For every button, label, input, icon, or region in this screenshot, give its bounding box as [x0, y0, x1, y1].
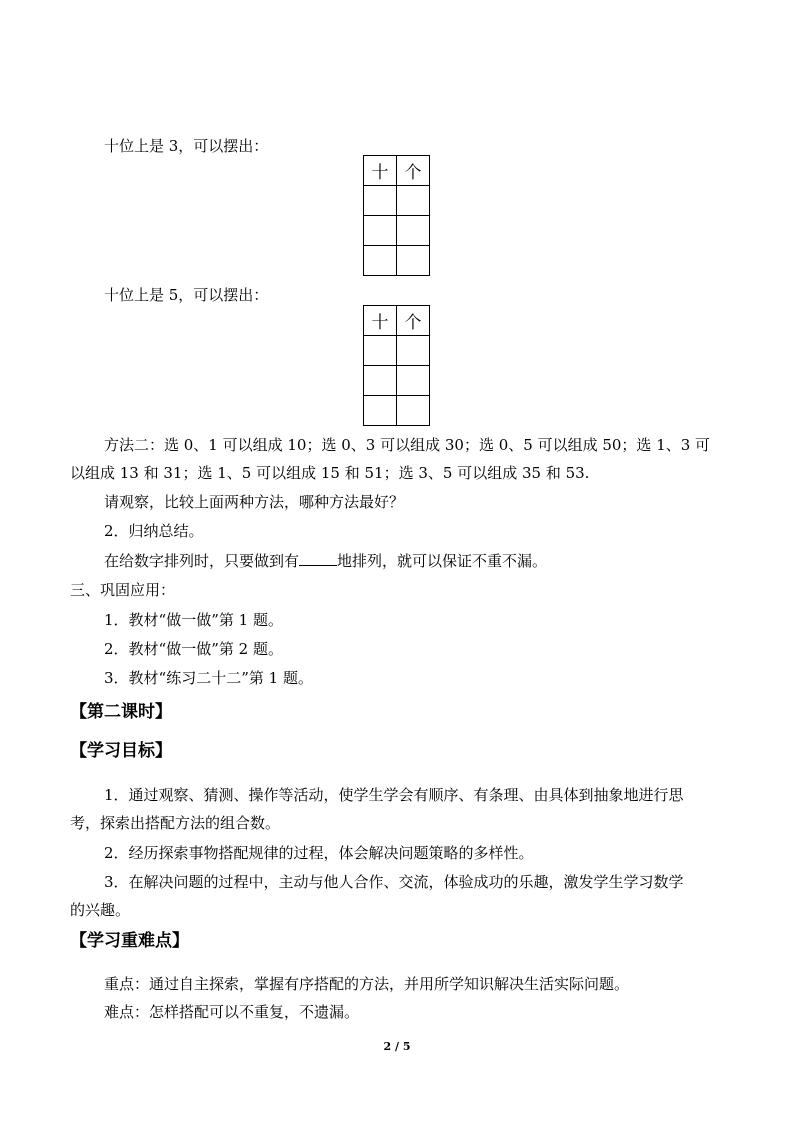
cell — [397, 186, 430, 216]
header-tens: 十 — [364, 306, 397, 336]
cell — [364, 336, 397, 366]
exercise-2: 2．教材“做一做”第 2 题。 — [104, 640, 283, 658]
goal-1-line-2: 考，探索出搭配方法的组合数。 — [70, 814, 281, 832]
header-ones: 个 — [397, 306, 430, 336]
cell — [397, 216, 430, 246]
text-observe: 请观察，比较上面两种方法，哪种方法最好？ — [104, 493, 405, 511]
cell — [397, 396, 430, 426]
text-method-2-line-1: 方法二：选 0、1 可以组成 10；选 0、3 可以组成 30；选 0、5 可以组成 50；选 1、3 可 — [104, 436, 711, 454]
section-3-title: 三、巩固应用： — [70, 581, 176, 599]
goal-3-line-2: 的兴趣。 — [70, 901, 131, 919]
cell — [364, 396, 397, 426]
text-method-2-line-2: 以组成 13 和 31；选 1、5 可以组成 15 和 51；选 3、5 可以组成 35 和 53. — [70, 464, 590, 482]
text-rule-post: 地排列，就可以保证不重不漏。 — [337, 552, 548, 570]
text-tens-3: 十位上是 3，可以摆出： — [104, 137, 269, 155]
text-rule — [104, 551, 547, 571]
cell — [397, 336, 430, 366]
fill-blank — [299, 551, 337, 566]
heading-learning-goals: 【学习目标】 — [70, 741, 172, 761]
cell — [397, 246, 430, 276]
exercise-3: 3．教材“练习二十二”第 1 题。 — [104, 669, 313, 687]
page-number: 2 / 5 — [383, 1040, 411, 1053]
difficult-point: 难点：怎样搭配可以不重复，不遗漏。 — [104, 1003, 360, 1021]
exercise-1: 1．教材“做一做”第 1 题。 — [104, 611, 283, 629]
place-value-table-1 — [363, 155, 430, 276]
goal-1-line-1: 1．通过观察、猜测、操作等活动，使学生学会有顺序、有条理、由具体到抽象地进行思 — [104, 786, 684, 804]
text-summary: 2．归纳总结。 — [104, 522, 204, 540]
header-tens: 十 — [364, 156, 397, 186]
goal-2: 2．经历探索事物搭配规律的过程，体会解决问题策略的多样性。 — [104, 844, 534, 862]
cell — [364, 246, 397, 276]
header-ones: 个 — [397, 156, 430, 186]
cell — [364, 186, 397, 216]
text-tens-5: 十位上是 5，可以摆出： — [104, 286, 269, 304]
key-point: 重点：通过自主探索，掌握有序搭配的方法，并用所学知识解决生活实际问题。 — [104, 975, 630, 993]
cell — [397, 366, 430, 396]
cell — [364, 216, 397, 246]
cell — [364, 366, 397, 396]
place-value-table-2 — [363, 305, 430, 426]
heading-key-difficult: 【学习重难点】 — [70, 931, 189, 951]
heading-lesson-2: 【第二课时】 — [70, 702, 172, 722]
goal-3-line-1: 3．在解决问题的过程中，主动与他人合作、交流，体验成功的乐趣，激发学生学习数学 — [104, 873, 684, 891]
text-rule-pre: 在给数字排列时，只要做到有 — [104, 552, 300, 570]
